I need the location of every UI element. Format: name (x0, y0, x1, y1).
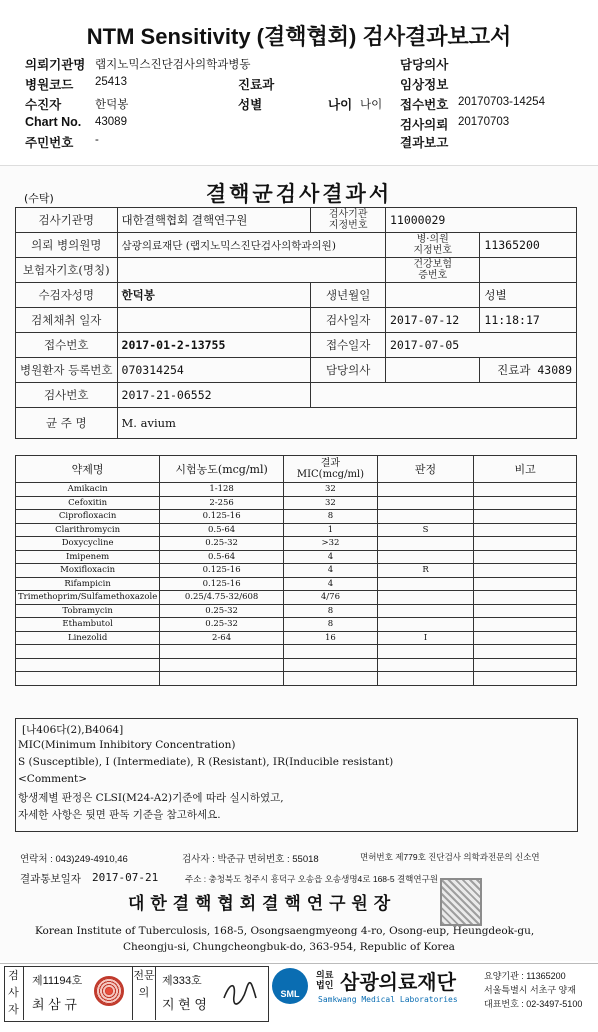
header-label: 결과보고 (400, 136, 449, 150)
remark (474, 483, 577, 497)
license: 면허번호 제779호 진단검사 의학과전문의 신소연 (360, 852, 540, 862)
header-label: Chart No. (25, 115, 82, 129)
test-range: 0.125-16 (160, 564, 284, 578)
nursing-code: 요양기관 : 11365200 (484, 971, 566, 981)
test-range: 1-128 (160, 483, 284, 497)
interpretation (377, 496, 473, 510)
test-range: 0.25/4.75-32/608 (160, 591, 284, 605)
mic-result: 4 (283, 564, 377, 578)
signature-scribble (220, 978, 260, 1008)
interpretation (377, 577, 473, 591)
inspector-name: 최 삼 규 (32, 997, 77, 1012)
header-label: 진료과 (238, 78, 275, 92)
header-label: 의뢰기관명 (25, 58, 86, 72)
logo-abbr: SML (280, 989, 300, 999)
remark (474, 591, 577, 605)
drug-name: Tobramycin (16, 604, 160, 618)
insurance (117, 258, 385, 283)
field-label: 검사번호 (16, 383, 118, 408)
test-range (160, 672, 284, 686)
column-header: 약제명 (16, 456, 160, 483)
doctor (385, 358, 479, 383)
remark (474, 537, 577, 551)
mic-result (283, 672, 377, 686)
drug-name: Ciprofloxacin (16, 510, 160, 524)
interpretation (377, 645, 473, 659)
field-label: 균 주 명 (16, 408, 118, 439)
interpretation (377, 483, 473, 497)
report-title: NTM Sensitivity (결핵협회) 검사결과보고서 (86, 24, 512, 49)
header-label: 주민번호 (25, 136, 74, 150)
header-value: - (95, 134, 99, 146)
english-address: Korean Institute of Tuberculosis, 168-5, Osongsaengmyeong 4-ro, Osong-eup, Heungdeok-gu, (35, 925, 535, 937)
field-label: 병원환자 등록번호 (16, 358, 118, 383)
test-range (160, 658, 284, 672)
table-row (16, 631, 577, 645)
remark (474, 510, 577, 524)
drug-name (16, 658, 160, 672)
test-range (160, 645, 284, 659)
mic-result: 1 (283, 523, 377, 537)
report-date-label: 결과통보일자 (20, 873, 81, 885)
inspector-no: 제11194호 (32, 975, 83, 987)
contact: 연락처 : 043)249-4910,46 (20, 854, 128, 865)
field-label: 검체채취 일자 (16, 308, 118, 333)
remark (474, 618, 577, 632)
field-label: 담당의사 (311, 358, 386, 383)
drug-name: Trimethoprim/Sulfamethoxazole (16, 591, 160, 605)
field-label: 의뢰 병의원명 (16, 233, 118, 258)
company-phone: 대표번호 : 02-3497-5100 (484, 999, 583, 1009)
drug-name: Amikacin (16, 483, 160, 497)
tester: 검사자 : 박준규 면허번호 : 55018 (182, 854, 319, 865)
table-row (16, 483, 577, 497)
header-label: 검사의뢰 (400, 118, 449, 132)
header-label: 임상정보 (400, 78, 449, 92)
table-row (16, 496, 577, 510)
column-header: 판정 (377, 456, 473, 483)
drug-name: Clarithromycin (16, 523, 160, 537)
drug-name: Cefoxitin (16, 496, 160, 510)
table-row (16, 577, 577, 591)
table-row (16, 658, 577, 672)
mic-result: 8 (283, 510, 377, 524)
remark (474, 672, 577, 686)
drug-name (16, 645, 160, 659)
inspector-seal (94, 976, 124, 1006)
paper-title: 결핵균검사결과서 (205, 181, 393, 206)
interpretation (377, 550, 473, 564)
mic-result: >32 (283, 537, 377, 551)
table-row (16, 591, 577, 605)
table-row (16, 523, 577, 537)
ref-hospital: 삼광의료재단 (랩지노믹스진단검사의학과의원) (117, 233, 385, 258)
sml-logo (272, 968, 308, 1004)
remark (474, 658, 577, 672)
field-label: 접수일자 (311, 333, 386, 358)
table-row (16, 645, 577, 659)
drug-susceptibility-table (15, 455, 577, 686)
official-seal (440, 878, 482, 926)
test-range: 0.125-16 (160, 577, 284, 591)
table-row (16, 550, 577, 564)
mic-result: 32 (283, 496, 377, 510)
interpretation (377, 672, 473, 686)
header-value: 25413 (95, 76, 127, 88)
receipt-date: 2017-07-05 (385, 333, 576, 358)
table-row (16, 672, 577, 686)
drug-name: Ethambutol (16, 618, 160, 632)
header-label: 나이 (328, 98, 353, 112)
test-org: 대한결핵협회 결핵연구원 (117, 208, 311, 233)
remark (474, 523, 577, 537)
reg-no: 070314254 (117, 358, 311, 383)
field-label: 검사기관 지정번호 (311, 208, 386, 233)
company-address: 서울특별시 서초구 양재 (484, 985, 576, 995)
mic-result: 8 (283, 618, 377, 632)
health-no (480, 258, 577, 283)
header-value: 43089 (95, 116, 127, 128)
test-range: 0.25-32 (160, 537, 284, 551)
column-header: 결과 MIC(mcg/ml) (283, 456, 377, 483)
field-label: 병·의원 지정번호 (385, 233, 479, 258)
note-line: MIC(Minimum Inhibitory Concentration) (18, 739, 236, 751)
test-range: 0.5-64 (160, 550, 284, 564)
drug-name: Imipenem (16, 550, 160, 564)
field-label: 성별 (480, 283, 577, 308)
header-label: 접수번호 (400, 98, 449, 112)
field-label: 접수번호 (16, 333, 118, 358)
mic-result (283, 645, 377, 659)
test-range: 0.25-32 (160, 604, 284, 618)
approver-no: 제333호 (162, 975, 202, 987)
interpretation (377, 537, 473, 551)
interpretation: S (377, 523, 473, 537)
remark (474, 645, 577, 659)
remark (474, 577, 577, 591)
header-label: 병원코드 (25, 78, 74, 92)
header-value: 랩지노믹스진단검사의학과병동 (95, 59, 251, 71)
test-range: 0.25-32 (160, 618, 284, 632)
interpretation (377, 658, 473, 672)
mic-result: 4/76 (283, 591, 377, 605)
table-row (16, 604, 577, 618)
mic-result: 32 (283, 483, 377, 497)
mic-result: 8 (283, 604, 377, 618)
header-value: 나이 (360, 99, 383, 111)
remark (474, 564, 577, 578)
header-value: 한덕봉 (95, 99, 129, 111)
english-address: Cheongju-si, Chungcheongbuk-do, 363-954, Republic of Korea (123, 941, 455, 953)
header-label: 성별 (238, 98, 263, 112)
receipt-no: 2017-01-2-13755 (117, 333, 311, 358)
patient-info-table (15, 207, 577, 439)
remark (474, 631, 577, 645)
org-address: 주소 : 충청북도 청주시 흥덕구 오송읍 오송생명4로 168-5 결핵연구원 (185, 874, 438, 884)
mic-result: 16 (283, 631, 377, 645)
test-range: 0.5-64 (160, 523, 284, 537)
approver-name: 지 현 영 (162, 997, 207, 1012)
remark (474, 550, 577, 564)
interpretation: R (377, 564, 473, 578)
dept-value: 43089 (537, 363, 572, 377)
field-label: 보험자기호(명칭) (16, 258, 118, 283)
species: M. avium (117, 408, 576, 439)
field-label: 진료과 (497, 363, 531, 377)
test-range: 2-64 (160, 631, 284, 645)
field-label: 검사기관명 (16, 208, 118, 233)
ref-code: 11365200 (480, 233, 577, 258)
test-range: 0.125-16 (160, 510, 284, 524)
interpretation (377, 618, 473, 632)
test-range: 2-256 (160, 496, 284, 510)
table-row (16, 537, 577, 551)
note-line: 항생제별 판정은 CLSI(M24-A2)기준에 따라 실시하였고, (18, 792, 284, 804)
header-label: 수진자 (25, 98, 62, 112)
drug-name: Doxycycline (16, 537, 160, 551)
report-date: 2017-07-21 (92, 871, 159, 884)
column-header: 비고 (474, 456, 577, 483)
drug-name: Linezolid (16, 631, 160, 645)
note-line: <Comment> (18, 773, 88, 785)
header-label: 담당의사 (400, 58, 449, 72)
corp-label: 의료 법인 (316, 970, 334, 990)
note-line: [나406다(2),B4064] (22, 724, 124, 736)
interpretation (377, 510, 473, 524)
interpretation: I (377, 631, 473, 645)
org-name: 대 한 결 핵 협 회 결 핵 연 구 원 장 (128, 894, 391, 914)
interpretation (377, 591, 473, 605)
patient-name: 한덕봉 (117, 283, 311, 308)
company-sub: Samkwang Medical Laboratories (318, 995, 458, 1004)
test-no: 2017-21-06552 (117, 383, 311, 408)
mic-result (283, 658, 377, 672)
consignment-label: (수탁) (24, 192, 54, 205)
field-label: 수검자성명 (16, 283, 118, 308)
drug-name: Moxifloxacin (16, 564, 160, 578)
header-value: 20170703-14254 (458, 96, 545, 108)
drug-name (16, 672, 160, 686)
table-row (16, 618, 577, 632)
table-row (16, 510, 577, 524)
company-name: 삼광의료재단 (340, 972, 456, 994)
header-value: 20170703 (458, 116, 510, 128)
collect-date (117, 308, 311, 333)
test-date: 2017-07-12 (385, 308, 479, 333)
mic-result: 4 (283, 550, 377, 564)
test-time: 11:18:17 (480, 308, 577, 333)
birth-date (385, 283, 479, 308)
remark (474, 496, 577, 510)
field-label: 생년월일 (311, 283, 386, 308)
field-label: 건강보험 증번호 (385, 258, 479, 283)
table-row (16, 564, 577, 578)
remark (474, 604, 577, 618)
org-code: 11000029 (385, 208, 576, 233)
field-label: 검사일자 (311, 308, 386, 333)
drug-name: Rifampicin (16, 577, 160, 591)
column-header: 시험농도(mcg/ml) (160, 456, 284, 483)
note-line: 자세한 사항은 뒷면 판독 기준을 참고하세요. (18, 809, 221, 821)
interpretation (377, 604, 473, 618)
mic-result: 4 (283, 577, 377, 591)
inspector-label: 검사자 (4, 966, 24, 1020)
note-line: S (Susceptible), I (Intermediate), R (Resistant), IR(Inducible resistant) (18, 756, 394, 768)
approver-label: 전문의 (132, 966, 156, 1020)
